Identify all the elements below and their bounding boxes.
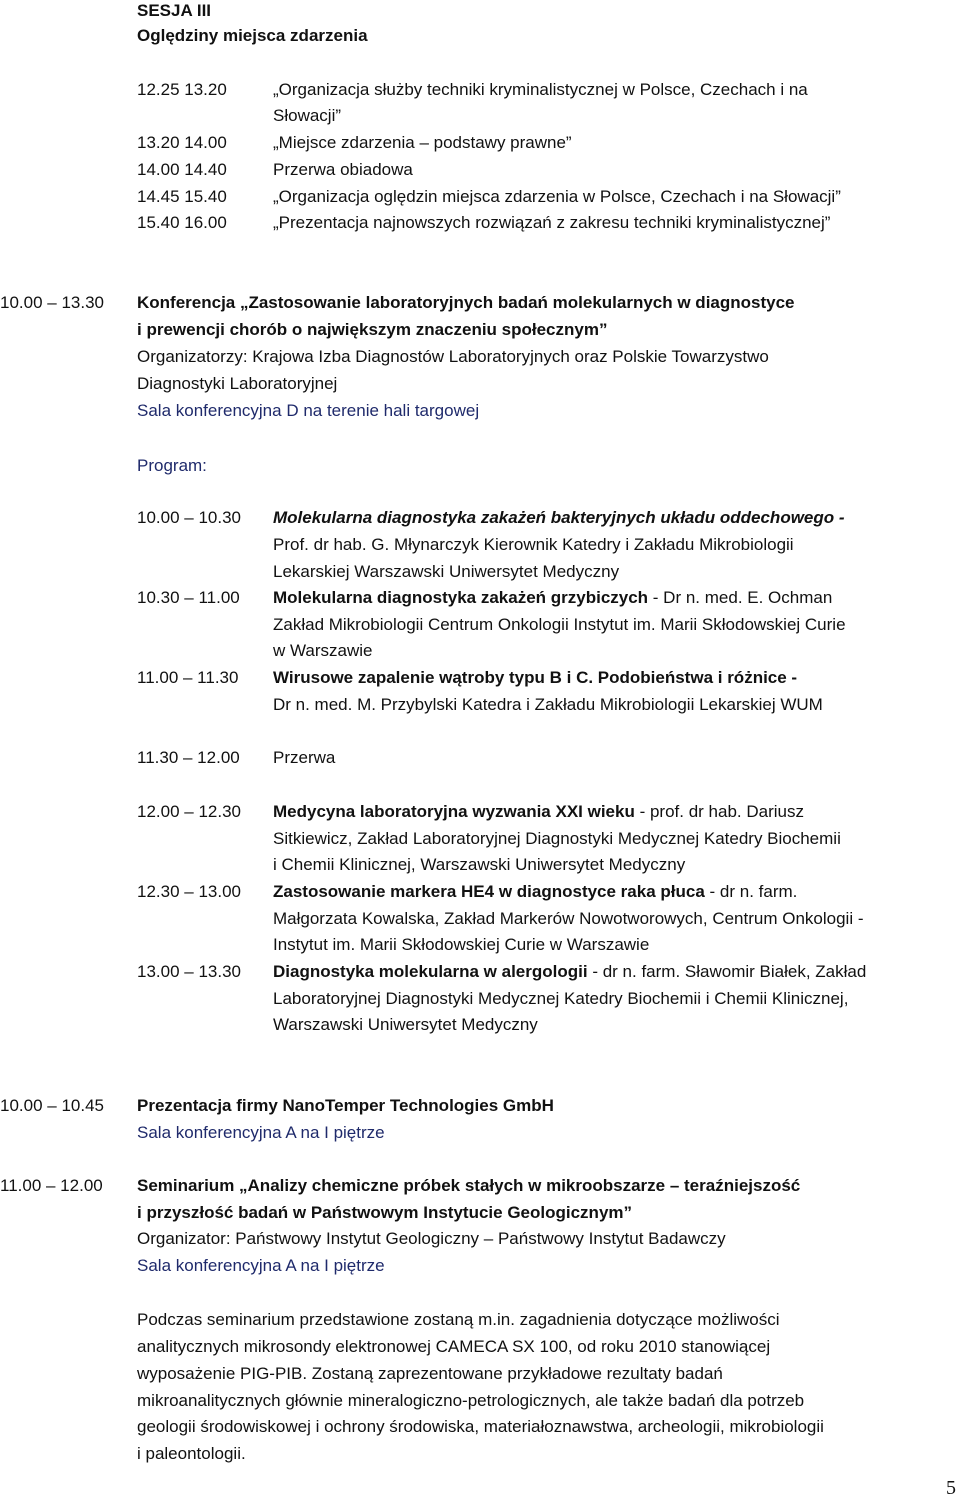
conference-organizers: Organizatorzy: Krajowa Izba Diagnostów Laboratoryjnych oraz Polskie Towarzystwo xyxy=(137,347,769,366)
program-item-detail: w Warszawie xyxy=(273,641,373,660)
session-item-text: „Organizacja oględzin miejsca zdarzenia w Polsce, Czechach i na Słowacji” xyxy=(273,187,841,206)
program-item-detail: Instytut im. Marii Skłodowskiej Curie w Warszawie xyxy=(273,935,650,954)
session-item-time: 13.20 14.00 xyxy=(137,133,227,152)
program-item-detail: Warszawski Uniwersytet Medyczny xyxy=(273,1015,538,1034)
program-item-detail: Sitkiewicz, Zakład Laboratoryjnej Diagnostyki Medycznej Katedry Biochemii xyxy=(273,829,841,848)
program-item-detail: Dr n. med. M. Przybylski Katedra i Zakładu Mikrobiologii Lekarskiej WUM xyxy=(273,695,823,714)
program-item-time: 11.30 – 12.00 xyxy=(137,748,240,767)
program-item-detail: Lekarskiej Warszawski Uniwersytet Medyczny xyxy=(273,562,620,581)
session-item-time: 15.40 16.00 xyxy=(137,213,227,232)
program-item-speaker: - dr n. farm. xyxy=(704,882,798,901)
seminar-description-line: wyposażenie PIG-PIB. Zostaną zaprezentowane przykładowe rezultaty badań xyxy=(137,1364,723,1383)
program-item-detail: Laboratoryjnej Diagnostyki Medycznej Katedry Biochemii i Chemii Klinicznej, xyxy=(273,989,849,1008)
session-item-text: „Organizacja służby techniki kryminalistycznej w Polsce, Czechach i na xyxy=(273,80,808,99)
program-item-time: 12.30 – 13.00 xyxy=(137,882,241,901)
program-item-time: 11.00 – 11.30 xyxy=(137,668,239,687)
program-item-line xyxy=(273,588,832,608)
program-item-title: Zastosowanie markera HE4 w diagnostyce raka płuca xyxy=(273,882,705,901)
presentation-time: 10.00 – 10.45 xyxy=(0,1096,104,1115)
program-item-time: 10.30 – 11.00 xyxy=(137,588,240,607)
seminar-description-line: Podczas seminarium przedstawione zostaną m.in. zagadnienia dotyczące możliwości xyxy=(137,1310,780,1329)
program-item-detail: Zakład Mikrobiologii Centrum Onkologii Instytut im. Marii Skłodowskiej Curie xyxy=(273,615,846,634)
session-title: SESJA III xyxy=(137,1,212,20)
presentation-title: Prezentacja firmy NanoTemper Technologies GmbH xyxy=(137,1096,554,1115)
seminar-title-cont: i przyszłość badań w Państwowym Instytucie Geologicznym” xyxy=(137,1203,633,1222)
program-label: Program: xyxy=(137,456,207,475)
program-item-title: Wirusowe zapalenie wątroby typu B i C. Podobieństwa i różnice - xyxy=(273,668,798,687)
program-item-detail: Małgorzata Kowalska, Zakład Markerów Nowotworowych, Centrum Onkologii - xyxy=(273,909,864,928)
conference-organizers-cont: Diagnostyki Laboratoryjnej xyxy=(137,374,338,393)
program-item-line xyxy=(273,962,866,982)
session-item-text: „Prezentacja najnowszych rozwiązań z zakresu techniki kryminalistycznej” xyxy=(273,213,831,232)
seminar-description-line: analitycznych mikrosondy elektronowej CAMECA SX 100, od roku 2010 stanowiącej xyxy=(137,1337,771,1356)
conference-venue: Sala konferencyjna D na terenie hali targowej xyxy=(137,401,480,420)
session-item-time: 14.45 15.40 xyxy=(137,187,227,206)
conference-time: 10.00 – 13.30 xyxy=(0,293,104,312)
session-item-time: 14.00 14.40 xyxy=(137,160,227,179)
program-item-title: Molekularna diagnostyka zakażeń bakteryjnych układu oddechowego - xyxy=(273,508,845,527)
session-item-time: 12.25 13.20 xyxy=(137,80,227,99)
session-item-text: „Miejsce zdarzenia – podstawy prawne” xyxy=(273,133,572,152)
presentation-venue: Sala konferencyjna A na I piętrze xyxy=(137,1123,385,1142)
seminar-description-line: mikroanalitycznych głównie mineralogiczno-petrologicznych, ale także badań dla potrzeb xyxy=(137,1391,805,1410)
program-item-line xyxy=(273,802,804,822)
program-item-speaker: - prof. dr hab. Dariusz xyxy=(634,802,804,821)
program-item-time: 10.00 – 10.30 xyxy=(137,508,241,527)
seminar-organizer: Organizator: Państwowy Instytut Geologiczny – Państwowy Instytut Badawczy xyxy=(137,1229,726,1248)
program-item-time: 12.00 – 12.30 xyxy=(137,802,241,821)
program-item-detail: Prof. dr hab. G. Młynarczyk Kierownik Katedry i Zakładu Mikrobiologii xyxy=(273,535,794,554)
program-item-line xyxy=(273,882,797,902)
program-item-title: Diagnostyka molekularna w alergologii xyxy=(273,962,588,981)
seminar-time: 11.00 – 12.00 xyxy=(0,1176,103,1195)
seminar-description-line: i paleontologii. xyxy=(137,1444,246,1463)
program-item-title: Przerwa xyxy=(273,748,336,767)
session-item-text-cont: Słowacji” xyxy=(273,106,342,125)
program-item-speaker: - Dr n. med. E. Ochman xyxy=(648,588,833,607)
program-item-speaker: - dr n. farm. Sławomir Białek, Zakład xyxy=(587,962,867,981)
session-item-text: Przerwa obiadowa xyxy=(273,160,413,179)
program-item-detail: i Chemii Klinicznej, Warszawski Uniwersytet Medyczny xyxy=(273,855,686,874)
seminar-venue: Sala konferencyjna A na I piętrze xyxy=(137,1256,385,1275)
conference-title-cont: i prewencji chorób o największym znaczeniu społecznym” xyxy=(137,320,608,339)
seminar-description-line: geologii środowiskowej i ochrony środowiska, materiałoznawstwa, archeologii, mikrobiologii xyxy=(137,1417,824,1436)
page-number: 5 xyxy=(946,1477,956,1499)
program-item-title: Molekularna diagnostyka zakażeń grzybiczych xyxy=(273,588,649,607)
seminar-title: Seminarium „Analizy chemiczne próbek stałych w mikroobszarze – teraźniejszość xyxy=(137,1176,801,1195)
conference-title: Konferencja „Zastosowanie laboratoryjnych badań molekularnych w diagnostyce xyxy=(137,293,795,312)
program-item-title: Medycyna laboratoryjna wyzwania XXI wieku xyxy=(273,802,635,821)
session-subtitle: Oględziny miejsca zdarzenia xyxy=(137,26,368,45)
program-item-time: 13.00 – 13.30 xyxy=(137,962,241,981)
